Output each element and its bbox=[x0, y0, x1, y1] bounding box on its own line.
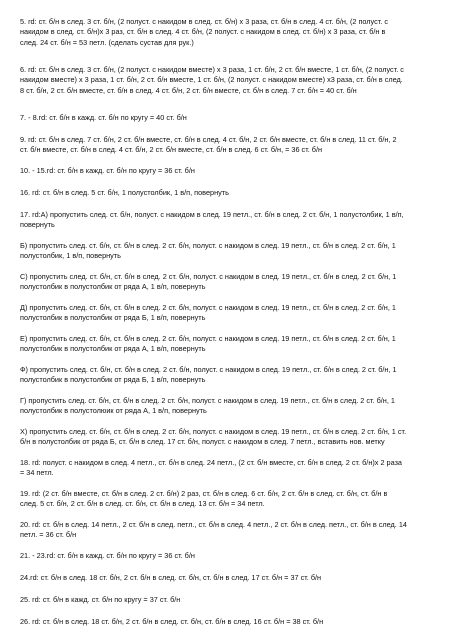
paragraph bbox=[20, 210, 404, 231]
paragraph-row-20 bbox=[20, 520, 407, 541]
paragraph-row-5 bbox=[20, 17, 388, 48]
paragraph-row-x bbox=[20, 427, 406, 448]
paragraph bbox=[20, 617, 323, 627]
paragraph bbox=[20, 458, 402, 479]
paragraph-row-7 bbox=[20, 113, 187, 123]
text-line: ст. б/н вместе, ст. б/н в след. 4 ст. б/н, 2 ст. б/н вместе, ст. б/н в след. 6 ст. б/н, = 36 ст. б/н bbox=[20, 145, 323, 155]
paragraph-row-17 bbox=[20, 210, 404, 231]
text-line: 20. rd: ст. б/н в след. 14 петл., 2 ст. б/н в след. петл., ст. б/н в след. 4 петл., 2 ст. б/н в след. петл., ст. б/н в след. 14 bbox=[20, 520, 407, 529]
text-line: 7. - 8.rd: ст. б/н в кажд. ст. б/н по кругу = 40 ст. б/н bbox=[20, 113, 187, 122]
paragraph bbox=[20, 396, 395, 417]
paragraph-row-g bbox=[20, 396, 395, 417]
paragraph-row-24 bbox=[20, 573, 321, 583]
paragraph bbox=[20, 241, 396, 262]
paragraph bbox=[20, 303, 396, 324]
paragraph bbox=[20, 595, 180, 605]
text-line: полустолбик в полустолбик от ряда А, 1 в/п, повернуть bbox=[20, 282, 206, 292]
text-line: полустолбик в полустолбик от ряда Б, 1 в/п, повернуть bbox=[20, 313, 206, 323]
text-line: Е) пропустить след. ст. б/н, ст. б/н в след. 2 ст. б/н, полуст. с накидом в след. 19 петл., ст. б/н в след. 2 ст. б/н, 1 bbox=[20, 334, 396, 343]
paragraph-row-d bbox=[20, 303, 396, 324]
text-line: 24.rd: ст. б/н в след. 18 ст. б/н, 2 ст. б/н в след. ст. б/н, ст. б/н в след. 17 ст. б/н = 37 ст. б/н bbox=[20, 573, 322, 582]
text-line: 10. - 15.rd: ст. б/н в кажд. ст. б/н по кругу = 36 ст. б/н bbox=[20, 166, 195, 175]
text-line: С) пропустить след. ст. б/н, ст. б/н в след. 2 ст. б/н, полуст. с накидом в след. 19 петл., ст. б/н в след. 2 ст. б/н, 1 bbox=[20, 272, 397, 281]
paragraph bbox=[20, 166, 195, 176]
text-line: след. 5 ст. б/н, 2 ст. б/н в след. ст. б/н, ст. б/н в след. 13 ст. б/н = 34 петл. bbox=[20, 499, 265, 509]
paragraph bbox=[20, 365, 397, 386]
paragraph bbox=[20, 65, 404, 96]
paragraph bbox=[20, 135, 397, 156]
text-line: полустолбик, 1 в/п, повернуть bbox=[20, 251, 121, 261]
paragraph-row-16 bbox=[20, 188, 229, 198]
text-line: 21. - 23.rd: ст. б/н в кажд. ст. б/н по кругу = 36 ст. б/н bbox=[20, 551, 195, 560]
text-line: б/н в полустолбик от ряда Б, ст. б/н в след. 17 ст. б/н, полуст. с накидом в след. 7 петл., вставить нов. метку bbox=[20, 437, 385, 447]
text-line: полустолбик в полустолбик от ряда Б, 1 в/п, повернуть bbox=[20, 375, 206, 385]
paragraph bbox=[20, 188, 229, 198]
text-line: повернуть bbox=[20, 220, 55, 230]
text-line: 5. rd: ст. б/н в след. 3 ст. б/н, (2 полуст. с накидом в след. ст. б/н) х 3 раза, ст. б/н в след. 4 ст. б/н, (2 полуст. с bbox=[20, 17, 389, 26]
text-line: полустолбик в полустолбик от ряда А, 1 в/п, повернуть bbox=[20, 344, 206, 354]
text-line: Б) пропустить след. ст. б/н, ст. б/н в след. 2 ст. б/н, полуст. с накидом в след. 19 петл., ст. б/н в след. 2 ст. б/н, 1 bbox=[20, 241, 396, 250]
text-line: 25. rd: ст. б/н в кажд. ст. б/н по кругу = 37 ст. б/н bbox=[20, 595, 181, 604]
text-line: Д) пропустить след. ст. б/н, ст. б/н в след. 2 ст. б/н, полуст. с накидом в след. 19 петл., ст. б/н в след. 2 ст. б/н, 1 bbox=[20, 303, 396, 312]
paragraph-row-25 bbox=[20, 595, 180, 605]
paragraph-row-19 bbox=[20, 489, 387, 510]
paragraph bbox=[20, 427, 406, 448]
text-line: след. 24 ст. б/н = 53 петл. (сделать сустав для рук.) bbox=[20, 37, 194, 47]
paragraph-row-f bbox=[20, 365, 397, 386]
text-line: полустолбик в полустолюик от ряда А, 1 в/п, повернуть bbox=[20, 406, 207, 416]
text-line: Х) пропустить след. ст. б/н, ст. б/н в след. 2 ст. б/н, полуст. с накидом в след. 19 петл., ст. б/н в след. 2 ст. б/н, 1 ст. bbox=[20, 427, 407, 436]
paragraph bbox=[20, 17, 388, 48]
text-line: накидом вместе) х 3 раза, 1 ст. б/н, 2 ст. б/н вместе, 1 ст. б/н, (2 полуст. с накидом вместе) х3 раза, ст. б/н в след. bbox=[20, 75, 403, 85]
paragraph bbox=[20, 272, 396, 293]
paragraph bbox=[20, 489, 387, 510]
text-line: 9. rd: ст. б/н в след. 7 ст. б/н, 2 ст. б/н вместе, ст. б/н в след. 4 ст. б/н, 2 ст. б/н вместе, ст. б/н в след. 11 ст. б/н, 2 bbox=[20, 135, 397, 144]
text-line: 17. rd:А) пропустить след. ст. б/н, полуст. с накидом в след. 19 петл., ст. б/н в след. 2 ст. б/н, 1 полустолбик, 1 в/п, bbox=[20, 210, 404, 219]
paragraph-row-e bbox=[20, 334, 396, 355]
text-line: Г) пропустить след. ст. б/н, ст. б/н в след. 2 ст. б/н, полуст. с накидом в след. 19 петл., ст. б/н в след. 2 ст. б/н, 1 bbox=[20, 396, 395, 405]
text-line: 19. rd: (2 ст. б/н вместе, ст. б/н в след. 2 ст. б/н) 2 раз, ст. б/н в след. 6 ст. б/н, 2 ст. б/н в след. ст. б/н, ст. б/н в bbox=[20, 489, 388, 498]
text-line: 8 ст. б/н, 2 ст. б/н вместе, ст. б/н в след. 4 ст. б/н, 2 ст. б/н вместе, ст. б/н в след. 7 ст. б/н = 40 ст. б/н bbox=[20, 85, 357, 95]
text-line: петл. = 36 ст. б/н bbox=[20, 530, 77, 540]
text-line: 26. rd: ст. б/н в след. 18 ст. б/н, 2 ст. б/н в след. ст. б/н, ст. б/н в след. 16 ст. б/н = 38 ст. б/н bbox=[20, 617, 324, 626]
paragraph-row-18 bbox=[20, 458, 402, 479]
paragraph-row-6 bbox=[20, 65, 404, 96]
paragraph bbox=[20, 113, 187, 123]
paragraph-row-9 bbox=[20, 135, 397, 156]
text-line: Ф) пропустить след. ст. б/н, ст. б/н в след. 2 ст. б/н, полуст. с накидом в след. 19 петл., ст. б/н в след. 2 ст. б/н, 1 bbox=[20, 365, 397, 374]
text-line: 6. rd: ст. б/н в след. 3 ст. б/н, (2 полуст. с накидом вместе) х 3 раза, 1 ст. б/н, 2 ст. б/н вместе, 1 ст. б/н, (2 полуст. с bbox=[20, 65, 404, 74]
text-line: 16. rd: ст. б/н в след. 5 ст. б/н, 1 полустолбик, 1 в/п, повернуть bbox=[20, 188, 229, 197]
paragraph-row-c bbox=[20, 272, 396, 293]
paragraph-row-10 bbox=[20, 166, 195, 176]
paragraph bbox=[20, 551, 195, 561]
paragraph-row-26 bbox=[20, 617, 323, 627]
text-line: накидом в след. ст. б/н)х 3 раз, ст. б/н в след. 4 ст. б/н, (2 полуст. с накидом в след. ст. б/н) х 3 раза, ст. б/н в bbox=[20, 27, 386, 37]
paragraph bbox=[20, 520, 407, 541]
paragraph bbox=[20, 334, 396, 355]
paragraph-row-21 bbox=[20, 551, 195, 561]
text-line: = 34 петл. bbox=[20, 468, 54, 478]
paragraph-row-b bbox=[20, 241, 396, 262]
text-line: 18. rd: полуст. с накидом в след. 4 петл., ст. б/н в след. 24 петл., (2 ст. б/н вместе, ст. б/н в след. 2 ст. б/н)х 2 раза bbox=[20, 458, 402, 467]
paragraph bbox=[20, 573, 321, 583]
